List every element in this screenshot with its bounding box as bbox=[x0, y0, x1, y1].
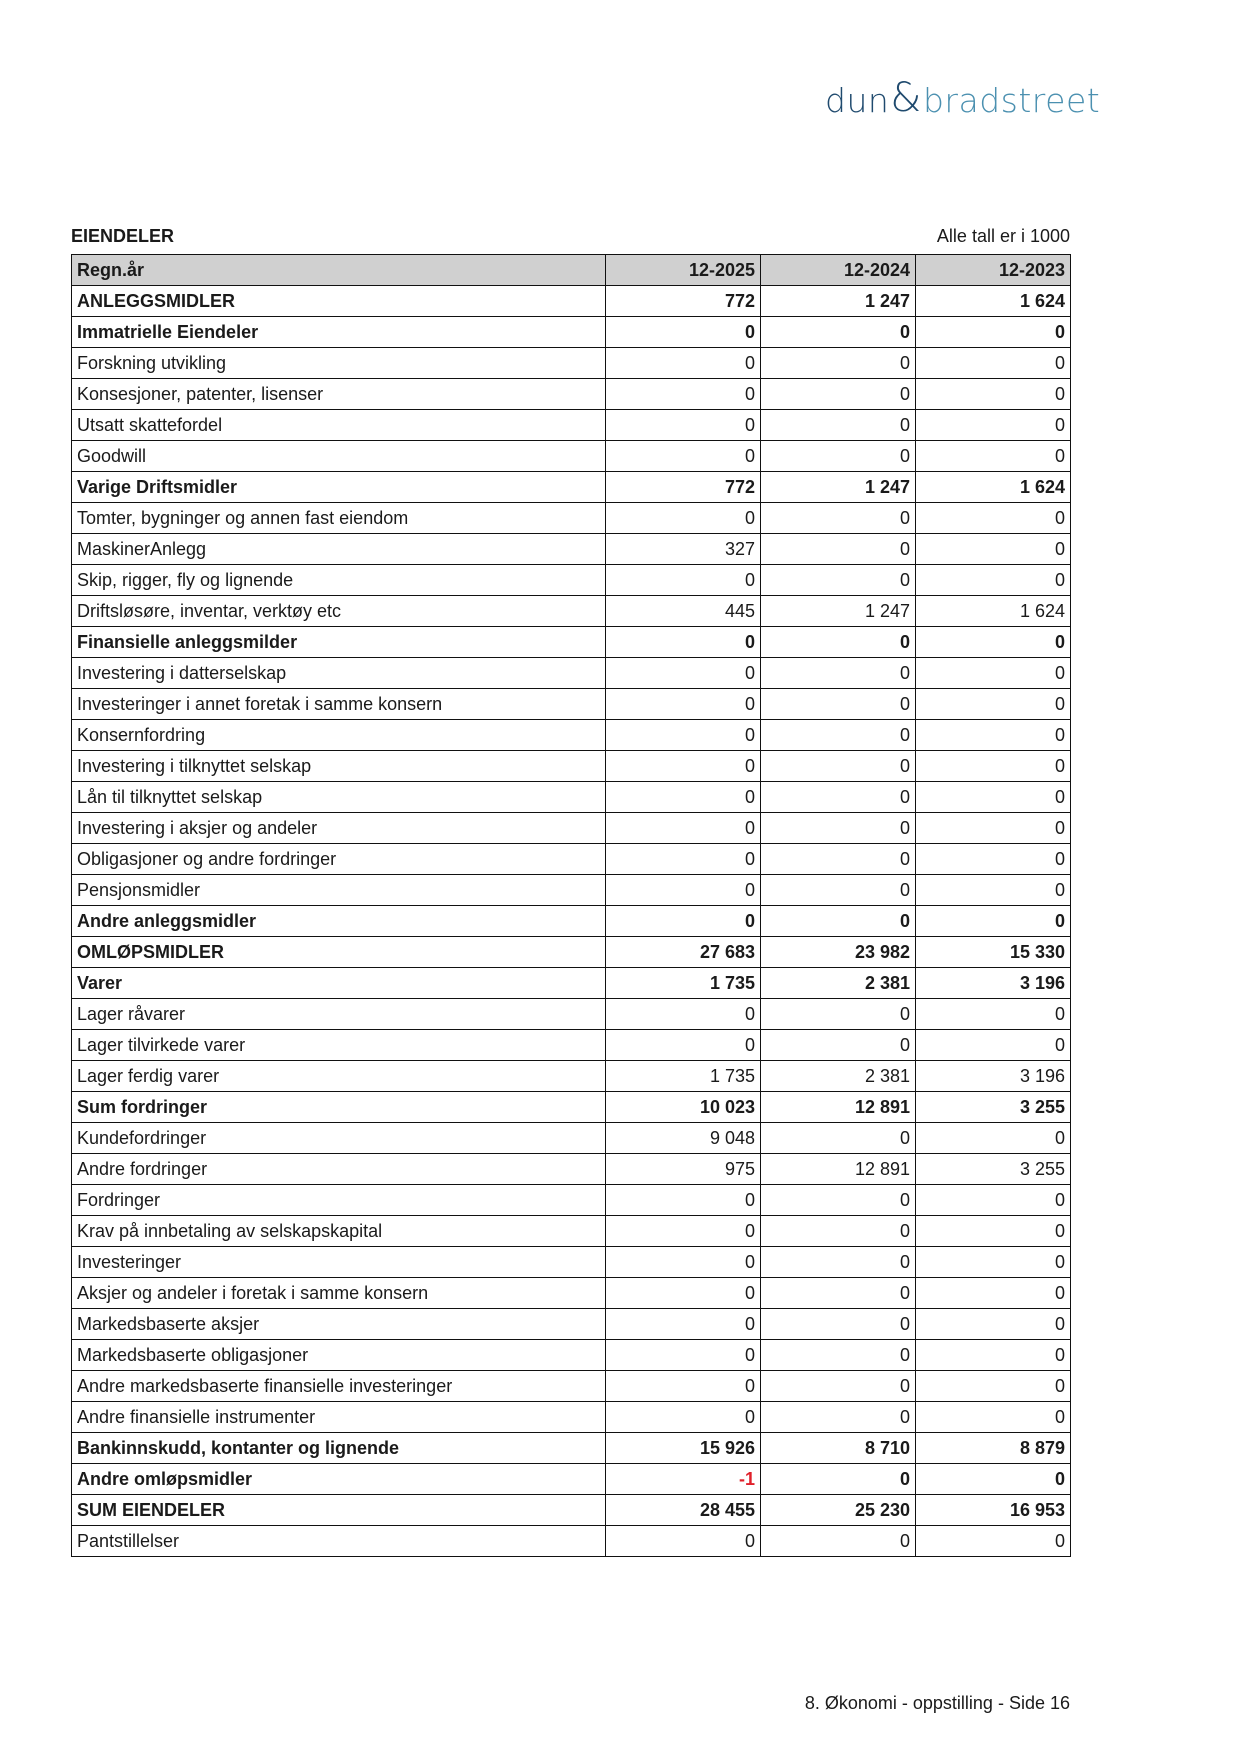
row-value-2024: 0 bbox=[761, 1309, 916, 1340]
row-label: Investeringer bbox=[72, 1247, 606, 1278]
row-value-2025: 0 bbox=[606, 1371, 761, 1402]
row-value-2024: 0 bbox=[761, 348, 916, 379]
row-value-2024: 0 bbox=[761, 1340, 916, 1371]
table-row bbox=[72, 1464, 1071, 1495]
row-value-2025: 0 bbox=[606, 1309, 761, 1340]
row-value-2024: 0 bbox=[761, 1278, 916, 1309]
row-value-2024: 0 bbox=[761, 844, 916, 875]
header-year-2025: 12-2025 bbox=[606, 255, 761, 286]
row-label: Andre markedsbaserte finansielle investeringer bbox=[72, 1371, 606, 1402]
row-value-2024: 12 891 bbox=[761, 1154, 916, 1185]
table-row bbox=[72, 875, 1071, 906]
row-value-2025: 0 bbox=[606, 782, 761, 813]
table-row bbox=[72, 1247, 1071, 1278]
row-value-2025: 975 bbox=[606, 1154, 761, 1185]
row-label: Konsesjoner, patenter, lisenser bbox=[72, 379, 606, 410]
row-label: Pantstillelser bbox=[72, 1526, 606, 1557]
row-value-2023: 0 bbox=[916, 503, 1071, 534]
row-value-2024: 0 bbox=[761, 1123, 916, 1154]
row-value-2025: 772 bbox=[606, 286, 761, 317]
row-value-2023: 1 624 bbox=[916, 286, 1071, 317]
table-row bbox=[72, 1495, 1071, 1526]
row-value-2023: 0 bbox=[916, 999, 1071, 1030]
table-row bbox=[72, 441, 1071, 472]
row-value-2025: -1 bbox=[606, 1464, 761, 1495]
table-row bbox=[72, 534, 1071, 565]
table-row bbox=[72, 720, 1071, 751]
row-value-2023: 16 953 bbox=[916, 1495, 1071, 1526]
row-value-2024: 0 bbox=[761, 782, 916, 813]
row-value-2025: 27 683 bbox=[606, 937, 761, 968]
row-value-2025: 0 bbox=[606, 689, 761, 720]
row-value-2025: 0 bbox=[606, 348, 761, 379]
row-value-2025: 0 bbox=[606, 999, 761, 1030]
table-row bbox=[72, 906, 1071, 937]
page-footer: 8. Økonomi - oppstilling - Side 16 bbox=[804, 1693, 1070, 1713]
row-value-2024: 2 381 bbox=[761, 968, 916, 999]
row-label: Krav på innbetaling av selskapskapital bbox=[72, 1216, 606, 1247]
row-value-2024: 1 247 bbox=[761, 286, 916, 317]
row-value-2024: 0 bbox=[761, 1185, 916, 1216]
row-value-2025: 0 bbox=[606, 1030, 761, 1061]
table-row bbox=[72, 658, 1071, 689]
row-value-2024: 0 bbox=[761, 1402, 916, 1433]
row-value-2024: 0 bbox=[761, 1030, 916, 1061]
row-value-2024: 0 bbox=[761, 658, 916, 689]
table-row bbox=[72, 379, 1071, 410]
row-value-2023: 0 bbox=[916, 658, 1071, 689]
row-value-2025: 0 bbox=[606, 658, 761, 689]
row-value-2023: 3 196 bbox=[916, 1061, 1071, 1092]
table-header-row bbox=[72, 255, 1071, 286]
row-value-2024: 0 bbox=[761, 627, 916, 658]
row-value-2023: 0 bbox=[916, 441, 1071, 472]
row-value-2025: 445 bbox=[606, 596, 761, 627]
row-value-2024: 0 bbox=[761, 379, 916, 410]
row-value-2025: 0 bbox=[606, 317, 761, 348]
logo-ampersand-icon: & bbox=[890, 75, 922, 121]
row-label: ANLEGGSMIDLER bbox=[72, 286, 606, 317]
dun-bradstreet-logo bbox=[825, 75, 1101, 122]
row-label: Investeringer i annet foretak i samme konsern bbox=[72, 689, 606, 720]
row-value-2024: 0 bbox=[761, 906, 916, 937]
row-value-2024: 0 bbox=[761, 565, 916, 596]
row-value-2025: 0 bbox=[606, 1216, 761, 1247]
row-value-2023: 1 624 bbox=[916, 472, 1071, 503]
row-value-2024: 0 bbox=[761, 1371, 916, 1402]
row-value-2025: 0 bbox=[606, 751, 761, 782]
header-year-2023: 12-2023 bbox=[916, 255, 1071, 286]
row-value-2025: 0 bbox=[606, 1402, 761, 1433]
row-label: MaskinerAnlegg bbox=[72, 534, 606, 565]
table-row bbox=[72, 1154, 1071, 1185]
row-label: Fordringer bbox=[72, 1185, 606, 1216]
table-row bbox=[72, 1216, 1071, 1247]
row-value-2024: 0 bbox=[761, 1247, 916, 1278]
row-value-2023: 0 bbox=[916, 782, 1071, 813]
table-row bbox=[72, 627, 1071, 658]
row-value-2025: 0 bbox=[606, 813, 761, 844]
table-row bbox=[72, 410, 1071, 441]
table-row bbox=[72, 472, 1071, 503]
row-label: OMLØPSMIDLER bbox=[72, 937, 606, 968]
row-value-2024: 0 bbox=[761, 720, 916, 751]
row-value-2025: 0 bbox=[606, 627, 761, 658]
row-value-2025: 0 bbox=[606, 875, 761, 906]
row-label: Andre omløpsmidler bbox=[72, 1464, 606, 1495]
balance-sheet-table bbox=[71, 254, 1071, 1557]
table-row bbox=[72, 1278, 1071, 1309]
row-value-2025: 0 bbox=[606, 1278, 761, 1309]
row-value-2023: 0 bbox=[916, 720, 1071, 751]
table-row bbox=[72, 1433, 1071, 1464]
table-row bbox=[72, 1309, 1071, 1340]
row-value-2023: 0 bbox=[916, 844, 1071, 875]
row-value-2024: 25 230 bbox=[761, 1495, 916, 1526]
table-row bbox=[72, 348, 1071, 379]
row-label: Varige Driftsmidler bbox=[72, 472, 606, 503]
row-value-2024: 0 bbox=[761, 1464, 916, 1495]
row-value-2025: 15 926 bbox=[606, 1433, 761, 1464]
row-value-2024: 0 bbox=[761, 751, 916, 782]
row-value-2024: 0 bbox=[761, 1526, 916, 1557]
table-row bbox=[72, 317, 1071, 348]
row-label: Varer bbox=[72, 968, 606, 999]
row-label: Goodwill bbox=[72, 441, 606, 472]
row-label: Aksjer og andeler i foretak i samme konsern bbox=[72, 1278, 606, 1309]
table-row bbox=[72, 751, 1071, 782]
row-value-2025: 1 735 bbox=[606, 1061, 761, 1092]
row-value-2025: 0 bbox=[606, 1526, 761, 1557]
units-note: Alle tall er i 1000 bbox=[936, 226, 1070, 246]
row-label: Utsatt skattefordel bbox=[72, 410, 606, 441]
row-label: Forskning utvikling bbox=[72, 348, 606, 379]
table-row bbox=[72, 844, 1071, 875]
row-label: Bankinnskudd, kontanter og lignende bbox=[72, 1433, 606, 1464]
row-value-2025: 0 bbox=[606, 410, 761, 441]
row-value-2025: 1 735 bbox=[606, 968, 761, 999]
row-label: Sum fordringer bbox=[72, 1092, 606, 1123]
row-value-2023: 8 879 bbox=[916, 1433, 1071, 1464]
table-row bbox=[72, 1123, 1071, 1154]
row-value-2024: 0 bbox=[761, 689, 916, 720]
table-row bbox=[72, 813, 1071, 844]
table-row bbox=[72, 1061, 1071, 1092]
row-value-2023: 0 bbox=[916, 1340, 1071, 1371]
row-label: Investering i datterselskap bbox=[72, 658, 606, 689]
row-label: Andre fordringer bbox=[72, 1154, 606, 1185]
table-row bbox=[72, 1526, 1071, 1557]
row-value-2025: 0 bbox=[606, 1185, 761, 1216]
row-value-2025: 0 bbox=[606, 441, 761, 472]
row-value-2023: 0 bbox=[916, 317, 1071, 348]
row-value-2023: 3 255 bbox=[916, 1092, 1071, 1123]
row-value-2023: 0 bbox=[916, 1247, 1071, 1278]
header-year-2024: 12-2024 bbox=[761, 255, 916, 286]
row-label: Immatrielle Eiendeler bbox=[72, 317, 606, 348]
row-label: Andre finansielle instrumenter bbox=[72, 1402, 606, 1433]
row-value-2025: 0 bbox=[606, 906, 761, 937]
row-value-2023: 15 330 bbox=[916, 937, 1071, 968]
row-value-2024: 8 710 bbox=[761, 1433, 916, 1464]
row-label: Andre anleggsmidler bbox=[72, 906, 606, 937]
table-row bbox=[72, 1185, 1071, 1216]
row-value-2023: 0 bbox=[916, 1464, 1071, 1495]
table-row bbox=[72, 782, 1071, 813]
row-label: Finansielle anleggsmilder bbox=[72, 627, 606, 658]
table-row bbox=[72, 968, 1071, 999]
row-value-2023: 0 bbox=[916, 1278, 1071, 1309]
row-value-2025: 0 bbox=[606, 565, 761, 596]
table-row bbox=[72, 1371, 1071, 1402]
row-value-2025: 0 bbox=[606, 379, 761, 410]
row-value-2024: 0 bbox=[761, 875, 916, 906]
row-value-2025: 10 023 bbox=[606, 1092, 761, 1123]
table-row bbox=[72, 1092, 1071, 1123]
row-label: Obligasjoner og andre fordringer bbox=[72, 844, 606, 875]
table-row bbox=[72, 937, 1071, 968]
row-label: Investering i aksjer og andeler bbox=[72, 813, 606, 844]
row-label: Driftsløsøre, inventar, verktøy etc bbox=[72, 596, 606, 627]
header-regnskapsar: Regn.år bbox=[72, 255, 606, 286]
row-value-2023: 0 bbox=[916, 751, 1071, 782]
row-value-2025: 0 bbox=[606, 503, 761, 534]
table-row bbox=[72, 689, 1071, 720]
row-label: Investering i tilknyttet selskap bbox=[72, 751, 606, 782]
row-value-2023: 0 bbox=[916, 1371, 1071, 1402]
row-value-2025: 0 bbox=[606, 1340, 761, 1371]
row-value-2023: 3 196 bbox=[916, 968, 1071, 999]
row-value-2023: 0 bbox=[916, 627, 1071, 658]
row-value-2023: 0 bbox=[916, 1185, 1071, 1216]
logo-text-bradstreet: bradstreet bbox=[922, 80, 1101, 120]
table-row bbox=[72, 999, 1071, 1030]
row-value-2023: 0 bbox=[916, 689, 1071, 720]
row-value-2025: 327 bbox=[606, 534, 761, 565]
row-label: Markedsbaserte aksjer bbox=[72, 1309, 606, 1340]
row-value-2023: 0 bbox=[916, 1216, 1071, 1247]
row-value-2025: 0 bbox=[606, 844, 761, 875]
row-value-2023: 0 bbox=[916, 1402, 1071, 1433]
row-label: Skip, rigger, fly og lignende bbox=[72, 565, 606, 596]
row-label: Markedsbaserte obligasjoner bbox=[72, 1340, 606, 1371]
row-value-2023: 0 bbox=[916, 1526, 1071, 1557]
table-row bbox=[72, 1340, 1071, 1371]
logo-text-dun: dun bbox=[825, 80, 890, 120]
row-label: SUM EIENDELER bbox=[72, 1495, 606, 1526]
row-value-2023: 0 bbox=[916, 565, 1071, 596]
row-label: Konsernfordring bbox=[72, 720, 606, 751]
row-value-2025: 0 bbox=[606, 720, 761, 751]
row-label: Lager ferdig varer bbox=[72, 1061, 606, 1092]
section-title: EIENDELER bbox=[71, 226, 175, 246]
row-value-2024: 1 247 bbox=[761, 472, 916, 503]
row-value-2025: 28 455 bbox=[606, 1495, 761, 1526]
row-value-2023: 0 bbox=[916, 1030, 1071, 1061]
row-label: Pensjonsmidler bbox=[72, 875, 606, 906]
row-value-2024: 23 982 bbox=[761, 937, 916, 968]
row-value-2025: 772 bbox=[606, 472, 761, 503]
row-value-2024: 0 bbox=[761, 1216, 916, 1247]
row-value-2024: 0 bbox=[761, 503, 916, 534]
table-body bbox=[72, 286, 1071, 1557]
row-label: Lager råvarer bbox=[72, 999, 606, 1030]
table-row bbox=[72, 565, 1071, 596]
row-value-2023: 0 bbox=[916, 906, 1071, 937]
row-label: Kundefordringer bbox=[72, 1123, 606, 1154]
row-value-2024: 1 247 bbox=[761, 596, 916, 627]
table-row bbox=[72, 286, 1071, 317]
row-label: Lån til tilknyttet selskap bbox=[72, 782, 606, 813]
row-value-2023: 0 bbox=[916, 1123, 1071, 1154]
row-value-2024: 0 bbox=[761, 410, 916, 441]
row-label: Lager tilvirkede varer bbox=[72, 1030, 606, 1061]
row-value-2024: 0 bbox=[761, 441, 916, 472]
row-value-2023: 0 bbox=[916, 813, 1071, 844]
row-value-2023: 0 bbox=[916, 410, 1071, 441]
row-value-2023: 0 bbox=[916, 348, 1071, 379]
table-row bbox=[72, 1030, 1071, 1061]
row-value-2023: 3 255 bbox=[916, 1154, 1071, 1185]
row-value-2024: 0 bbox=[761, 534, 916, 565]
table-row bbox=[72, 1402, 1071, 1433]
row-value-2024: 12 891 bbox=[761, 1092, 916, 1123]
row-value-2023: 0 bbox=[916, 379, 1071, 410]
row-label: Tomter, bygninger og annen fast eiendom bbox=[72, 503, 606, 534]
table-row bbox=[72, 596, 1071, 627]
row-value-2025: 9 048 bbox=[606, 1123, 761, 1154]
table-row bbox=[72, 503, 1071, 534]
row-value-2023: 0 bbox=[916, 1309, 1071, 1340]
row-value-2023: 0 bbox=[916, 534, 1071, 565]
row-value-2024: 0 bbox=[761, 999, 916, 1030]
row-value-2024: 0 bbox=[761, 813, 916, 844]
row-value-2023: 0 bbox=[916, 875, 1071, 906]
row-value-2023: 1 624 bbox=[916, 596, 1071, 627]
row-value-2025: 0 bbox=[606, 1247, 761, 1278]
row-value-2024: 0 bbox=[761, 317, 916, 348]
row-value-2024: 2 381 bbox=[761, 1061, 916, 1092]
